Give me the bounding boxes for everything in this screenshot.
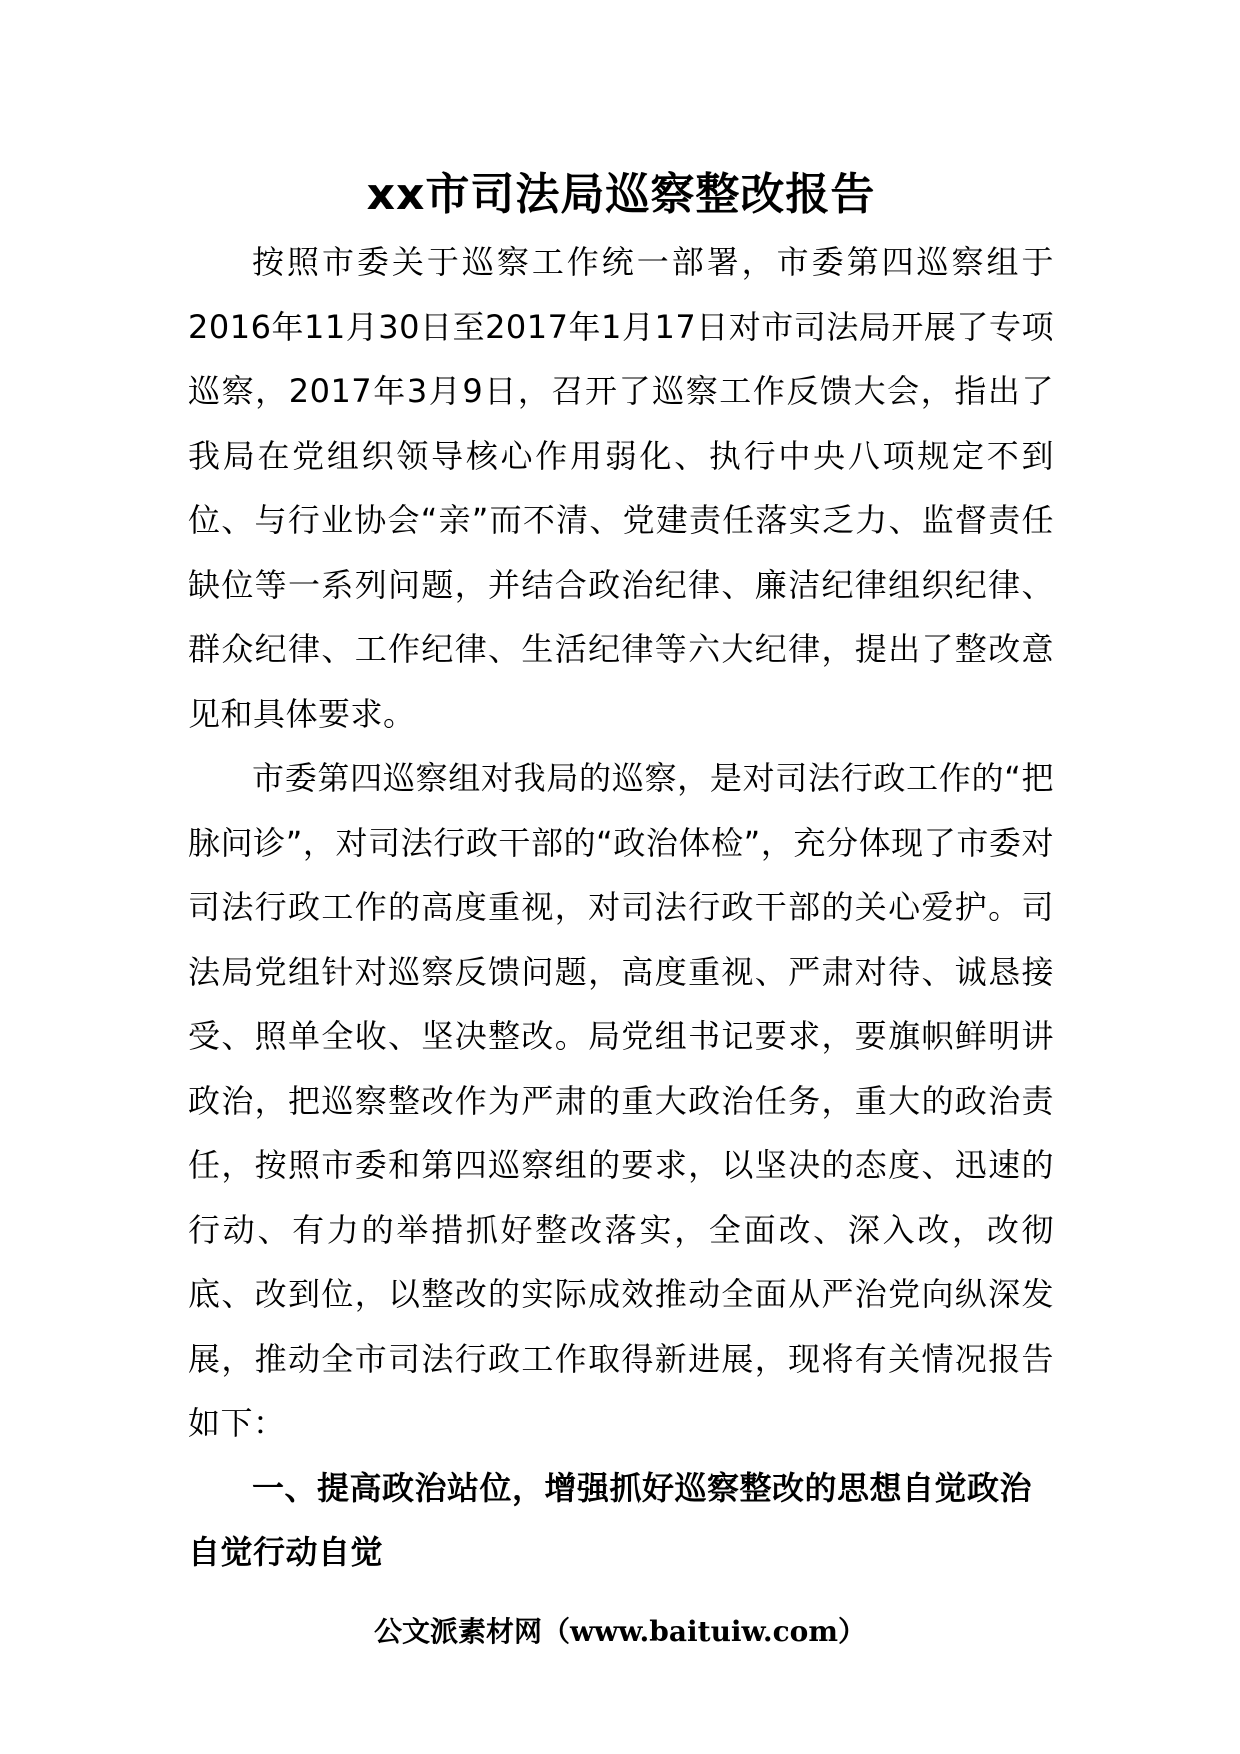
document-body	[188, 160, 1054, 1585]
body-paragraph-1: 按照市委关于巡察工作统一部署，市委第四巡察组于2016年11月30日至2017年1月17日对市司法局开展了专项巡察，2017年3月9日，召开了巡察工作反馈大会，指出了我局在党组织领导核心作用弱化、执行中央八项规定不到位、与行业协会“亲”而不清、党建责任落实乏力、监督责任缺位等一系列问题，并结合政治纪律、廉洁纪律组织纪律、群众纪律、工作纪律、生活纪律等六大纪律，提出了整改意见和具体要求。	[188, 243, 1054, 733]
body-paragraph-2: 市委第四巡察组对我局的巡察，是对司法行政工作的“把脉问诊”，对司法行政干部的“政治体检”，充分体现了市委对司法行政工作的高度重视，对司法行政干部的关心爱护。司法局党组针对巡察反馈问题，高度重视、严肃对待、诚恳接受、照单全收、坚决整改。局党组书记要求，要旗帜鲜明讲政治，把巡察整改作为严肃的重大政治任务，重大的政治责任，按照市委和第四巡察组的要求，以坚决的态度、迅速的行动、有力的举措抓好整改落实，全面改、深入改，改彻底、改到位，以整改的实际成效推动全面从严治党向纵深发展，推动全市司法行政工作取得新进展，现将有关情况报告如下：	[188, 759, 1054, 1442]
section-heading-1: 一、提高政治站位，增强抓好巡察整改的思想自觉政治自觉行动自觉	[188, 1468, 1033, 1571]
document-title: xx市司法局巡察整改报告	[366, 169, 876, 220]
footer-watermark: 公文派素材网（www.baituiw.com）	[374, 1615, 866, 1648]
